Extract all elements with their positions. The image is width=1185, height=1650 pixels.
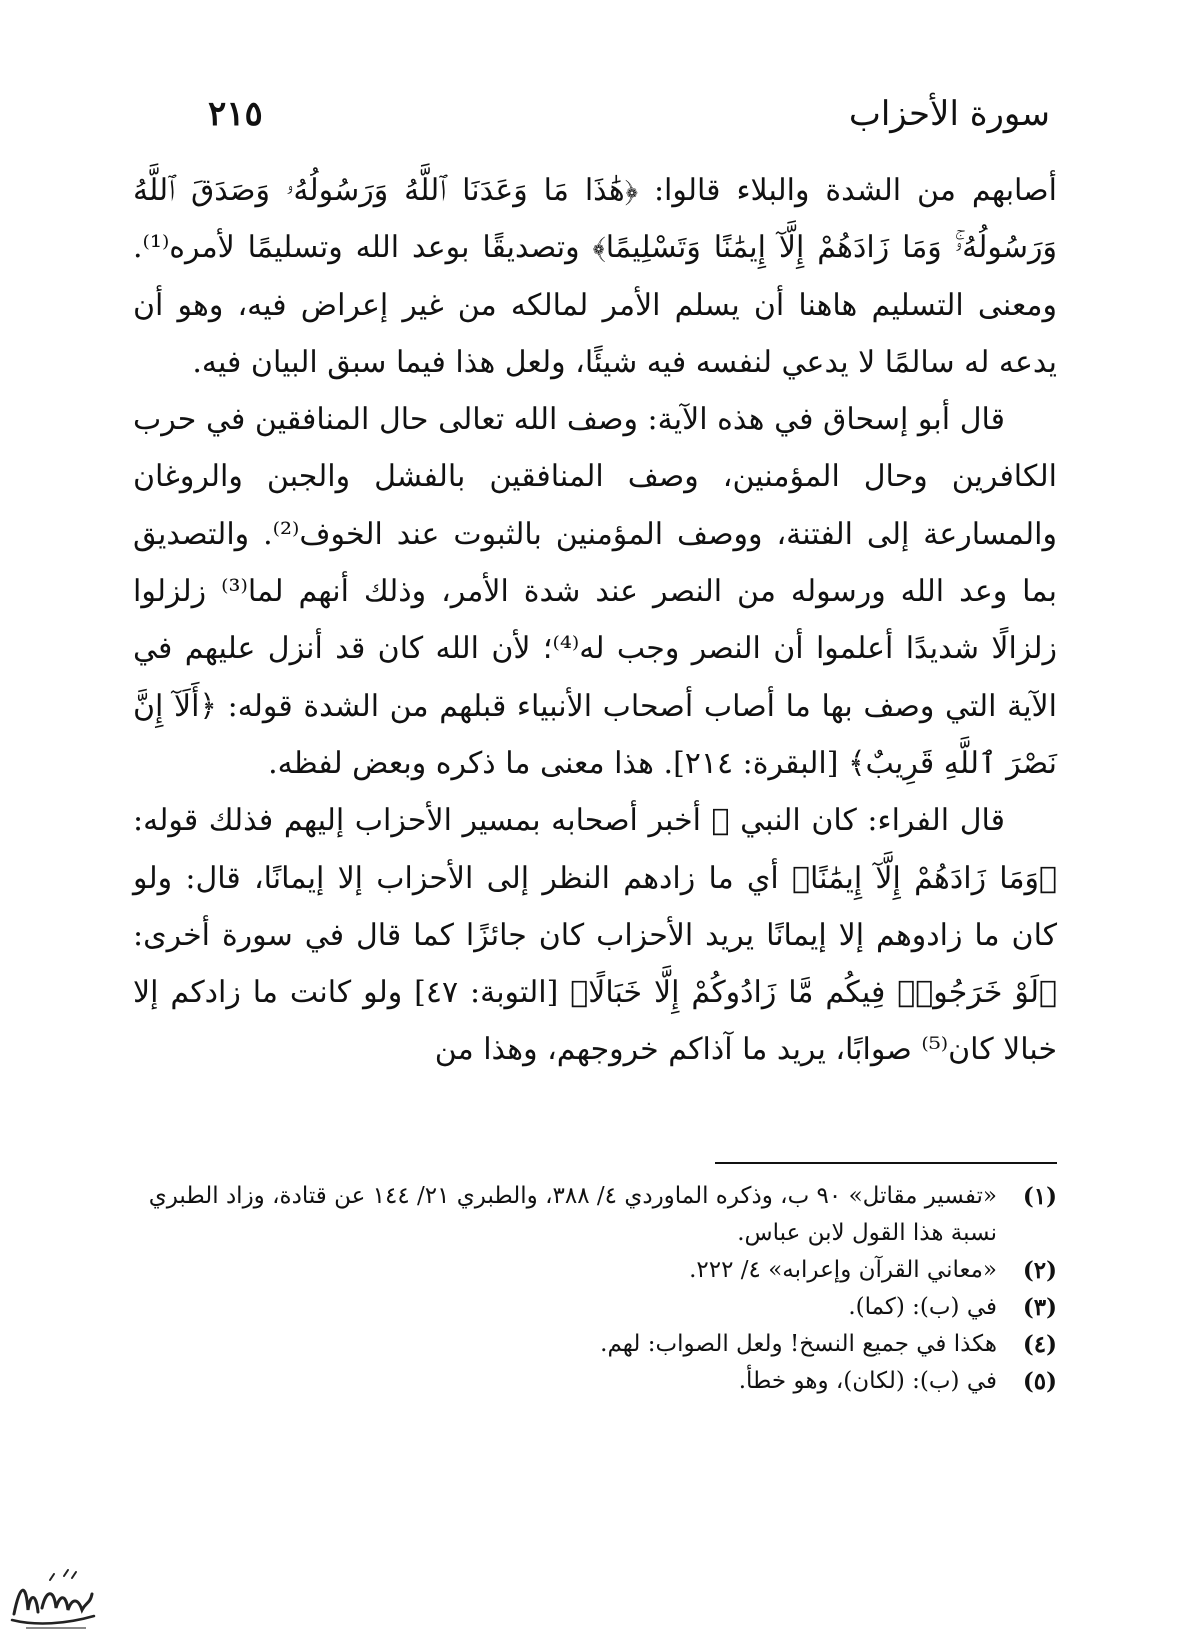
paragraph: قال أبو إسحاق في هذه الآية: وصف الله تعالى حال المنافقين في حرب الكافرين وحال المؤمنين، وصف المنافقين بالفشل والجبن والروغان والمسارعة إلى الفتنة، ووصف المؤمنين بالثبوت عند الخوف⁽²⁾. والتصديق بما وعد الله ورسوله من النصر عند شدة الأمر، وذلك أنهم لما⁽³⁾ زلزلوا زلزالًا شديدًا أعلموا أن النصر وجب له⁽⁴⁾؛ لأن الله كان قد أنزل عليهم في الآية التي وصف بها ما أصاب أصحاب الأنبياء قبلهم من الشدة قوله: ﴿أَلَآ إِنَّ نَصْرَ ٱللَّهِ قَرِيبٌ﴾ [البقرة: ٢١٤]. هذا معنى ما ذكره وبعض لفظه. <box>133 402 1058 781</box>
footnote-divider <box>715 1162 1057 1164</box>
main-text <box>133 162 1057 1079</box>
footnote-number: (١) <box>1022 1183 1057 1210</box>
footnote-text: في (ب): (لكان)، وهو خطأ. <box>738 1368 997 1394</box>
footnote-item <box>133 1252 1057 1289</box>
footnote-number: (٤) <box>1022 1331 1057 1358</box>
footnote-item <box>133 1178 1057 1252</box>
footnote-item <box>133 1326 1057 1363</box>
page-number: ٢١٥ <box>208 94 263 134</box>
footnotes <box>133 1178 1057 1400</box>
footnote-item <box>133 1289 1057 1326</box>
calligraphy-logo-icon <box>6 1564 98 1632</box>
footnote-text: «تفسير مقاتل» ٩٠ ب، وذكره الماوردي ٤/ ٣٨٨، والطبري ٢١/ ١٤٤ عن قتادة، وزاد الطبري نسبة هذا القول لابن عباس. <box>148 1183 997 1246</box>
footnote-item <box>133 1363 1057 1400</box>
footnote-text: في (ب): (كما). <box>848 1294 997 1320</box>
footnote-text: هكذا في جميع النسخ! ولعل الصواب: لهم. <box>600 1331 997 1357</box>
footnote-number: (٢) <box>1022 1257 1057 1284</box>
footnote-number: (٣) <box>1022 1294 1057 1321</box>
page-header <box>208 92 1050 142</box>
footnote-text: «معاني القرآن وإعرابه» ٤/ ٢٢٢. <box>689 1257 997 1283</box>
running-title: سورة الأحزاب <box>848 94 1050 134</box>
paragraph: أصابهم من الشدة والبلاء قالوا: ﴿هَٰذَا مَا وَعَدَنَا ٱللَّهُ وَرَسُولُهُۥ وَصَدَقَ ٱللَّهُ وَرَسُولُهُۥۚ وَمَا زَادَهُمْ إِلَّآ إِيمَٰنًا وَتَسْلِيمًا﴾ وتصديقًا بوعد الله وتسليمًا لأمره⁽¹⁾. ومعنى التسليم هاهنا أن يسلم الأمر لمالكه من غير إعراض فيه، وهو أن يدعه له سالمًا لا يدعي لنفسه فيه شيئًا، ولعل هذا فيما سبق البيان فيه. <box>133 173 1057 380</box>
paragraph: قال الفراء: كان النبي ﷺ أخبر أصحابه بمسير الأحزاب إليهم فذلك قوله: ﴿وَمَا زَادَهُمْ إِلَّآ إِيمَٰنًا﴾ أي ما زادهم النظر إلى الأحزاب إلا إيمانًا، قال: ولو كان ما زادوهم إلا إيمانًا يريد الأحزاب كان جائزًا كما قال في سورة أخرى: ﴿لَوْ خَرَجُوا۟ فِيكُم مَّا زَادُوكُمْ إِلَّا خَبَالًا﴾ [التوبة: ٤٧] ولو كانت ما زادكم إلا خبالا كان⁽⁵⁾ صوابًا، يريد ما آذاكم خروجهم، وهذا من <box>133 803 1057 1068</box>
footnote-number: (٥) <box>1022 1368 1057 1395</box>
